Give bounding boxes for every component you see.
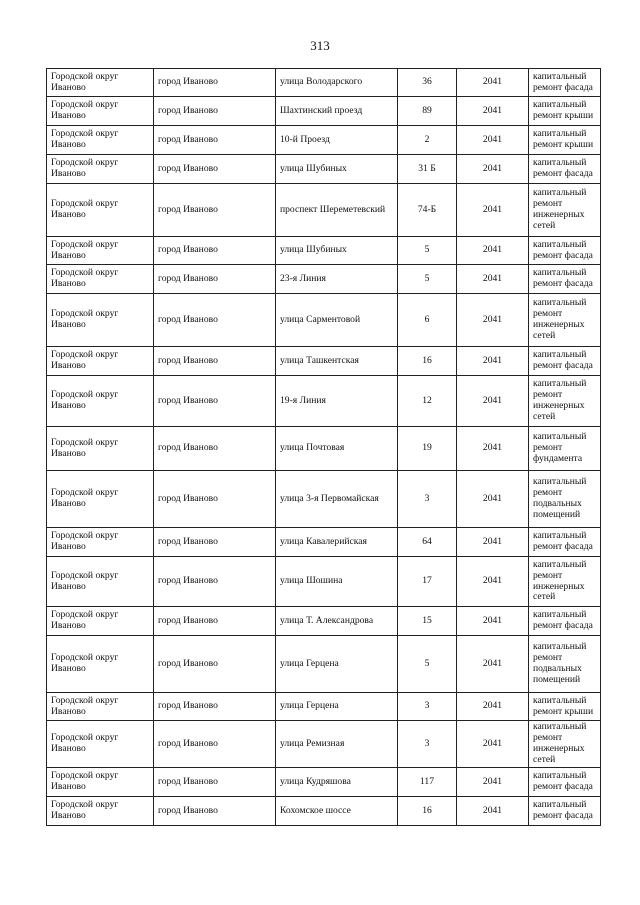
city-cell: город Иваново: [154, 528, 276, 557]
work-type-cell: капитальный ремонт крыши: [529, 693, 601, 721]
district-cell: Городской округ Иваново: [47, 237, 154, 265]
table-row: [47, 607, 601, 636]
house-number-cell: 16: [398, 797, 457, 826]
district-cell: Городской округ Иваново: [47, 797, 154, 826]
house-number-cell: 64: [398, 528, 457, 557]
work-type-cell: капитальный ремонт фасада: [529, 768, 601, 797]
year-cell: 2041: [457, 528, 529, 557]
page-number: 313: [310, 38, 330, 53]
table-row: [47, 557, 601, 607]
street-cell: 23-я Линия: [276, 265, 398, 294]
year-cell: 2041: [457, 693, 529, 721]
work-type-cell: капитальный ремонт фасада: [529, 347, 601, 376]
work-type-cell: капитальный ремонт фасада: [529, 797, 601, 826]
work-type-cell: капитальный ремонт фундамента: [529, 427, 601, 471]
city-cell: город Иваново: [154, 237, 276, 265]
district-cell: Городской округ Иваново: [47, 693, 154, 721]
city-cell: город Иваново: [154, 155, 276, 184]
district-cell: Городской округ Иваново: [47, 376, 154, 427]
district-cell: Городской округ Иваново: [47, 265, 154, 294]
street-cell: улица Володарского: [276, 69, 398, 97]
table-row: [47, 768, 601, 797]
year-cell: 2041: [457, 69, 529, 97]
house-number-cell: 117: [398, 768, 457, 797]
year-cell: 2041: [457, 376, 529, 427]
house-number-cell: 31 Б: [398, 155, 457, 184]
table-row: [47, 126, 601, 155]
city-cell: город Иваново: [154, 557, 276, 607]
street-cell: улица Сарментовой: [276, 294, 398, 347]
street-cell: улица Герцена: [276, 693, 398, 721]
year-cell: 2041: [457, 294, 529, 347]
table-row: [47, 693, 601, 721]
city-cell: город Иваново: [154, 797, 276, 826]
work-type-cell: капитальный ремонт фасада: [529, 237, 601, 265]
work-type-cell: капитальный ремонт инженерных сетей: [529, 294, 601, 347]
street-cell: улица Кавалерийская: [276, 528, 398, 557]
work-type-cell: капитальный ремонт подвальных помещений: [529, 471, 601, 528]
district-cell: Городской округ Иваново: [47, 69, 154, 97]
house-number-cell: 15: [398, 607, 457, 636]
district-cell: Городской округ Иваново: [47, 768, 154, 797]
house-number-cell: 3: [398, 471, 457, 528]
city-cell: город Иваново: [154, 294, 276, 347]
work-type-cell: капитальный ремонт фасада: [529, 607, 601, 636]
district-cell: Городской округ Иваново: [47, 347, 154, 376]
work-type-cell: капитальный ремонт инженерных сетей: [529, 557, 601, 607]
table-row: [47, 528, 601, 557]
city-cell: город Иваново: [154, 721, 276, 768]
street-cell: улица Герцена: [276, 636, 398, 693]
district-cell: Городской округ Иваново: [47, 557, 154, 607]
street-cell: Шахтинский проезд: [276, 97, 398, 126]
year-cell: 2041: [457, 237, 529, 265]
district-cell: Городской округ Иваново: [47, 427, 154, 471]
work-type-cell: капитальный ремонт фасада: [529, 265, 601, 294]
street-cell: улица Шубиных: [276, 237, 398, 265]
street-cell: 10-й Проезд: [276, 126, 398, 155]
city-cell: город Иваново: [154, 427, 276, 471]
street-cell: улица Шубиных: [276, 155, 398, 184]
street-cell: улица Ташкентская: [276, 347, 398, 376]
table-row: [47, 347, 601, 376]
house-number-cell: 5: [398, 265, 457, 294]
year-cell: 2041: [457, 607, 529, 636]
house-number-cell: 17: [398, 557, 457, 607]
house-number-cell: 3: [398, 693, 457, 721]
district-cell: Городской округ Иваново: [47, 294, 154, 347]
table-row: [47, 797, 601, 826]
table-row: [47, 265, 601, 294]
work-type-cell: капитальный ремонт фасада: [529, 69, 601, 97]
year-cell: 2041: [457, 721, 529, 768]
year-cell: 2041: [457, 126, 529, 155]
street-cell: улица Шошина: [276, 557, 398, 607]
year-cell: 2041: [457, 471, 529, 528]
street-cell: улица Почтовая: [276, 427, 398, 471]
city-cell: город Иваново: [154, 347, 276, 376]
register-table: [46, 68, 601, 826]
house-number-cell: 16: [398, 347, 457, 376]
district-cell: Городской округ Иваново: [47, 97, 154, 126]
district-cell: Городской округ Иваново: [47, 126, 154, 155]
work-type-cell: капитальный ремонт инженерных сетей: [529, 376, 601, 427]
street-cell: улица Ремизная: [276, 721, 398, 768]
table-row: [47, 237, 601, 265]
year-cell: 2041: [457, 636, 529, 693]
city-cell: город Иваново: [154, 768, 276, 797]
house-number-cell: 74-Б: [398, 184, 457, 237]
city-cell: город Иваново: [154, 97, 276, 126]
register-table-body: [47, 69, 601, 826]
work-type-cell: капитальный ремонт подвальных помещений: [529, 636, 601, 693]
table-row: [47, 636, 601, 693]
city-cell: город Иваново: [154, 69, 276, 97]
year-cell: 2041: [457, 97, 529, 126]
year-cell: 2041: [457, 768, 529, 797]
table-row: [47, 376, 601, 427]
street-cell: Кохомское шоссе: [276, 797, 398, 826]
city-cell: город Иваново: [154, 126, 276, 155]
work-type-cell: капитальный ремонт крыши: [529, 97, 601, 126]
house-number-cell: 6: [398, 294, 457, 347]
house-number-cell: 19: [398, 427, 457, 471]
table-row: [47, 427, 601, 471]
house-number-cell: 3: [398, 721, 457, 768]
district-cell: Городской округ Иваново: [47, 471, 154, 528]
house-number-cell: 5: [398, 237, 457, 265]
year-cell: 2041: [457, 265, 529, 294]
city-cell: город Иваново: [154, 471, 276, 528]
work-type-cell: капитальный ремонт фасада: [529, 528, 601, 557]
district-cell: Городской округ Иваново: [47, 155, 154, 184]
table-row: [47, 155, 601, 184]
street-cell: проспект Шереметевский: [276, 184, 398, 237]
city-cell: город Иваново: [154, 265, 276, 294]
year-cell: 2041: [457, 797, 529, 826]
street-cell: улица Т. Александрова: [276, 607, 398, 636]
table-row: [47, 69, 601, 97]
year-cell: 2041: [457, 347, 529, 376]
district-cell: Городской округ Иваново: [47, 721, 154, 768]
district-cell: Городской округ Иваново: [47, 184, 154, 237]
house-number-cell: 89: [398, 97, 457, 126]
city-cell: город Иваново: [154, 693, 276, 721]
work-type-cell: капитальный ремонт крыши: [529, 126, 601, 155]
street-cell: улица Кудряшова: [276, 768, 398, 797]
district-cell: Городской округ Иваново: [47, 607, 154, 636]
work-type-cell: капитальный ремонт инженерных сетей: [529, 184, 601, 237]
house-number-cell: 36: [398, 69, 457, 97]
year-cell: 2041: [457, 184, 529, 237]
house-number-cell: 12: [398, 376, 457, 427]
year-cell: 2041: [457, 557, 529, 607]
city-cell: город Иваново: [154, 607, 276, 636]
work-type-cell: капитальный ремонт инженерных сетей: [529, 721, 601, 768]
city-cell: город Иваново: [154, 184, 276, 237]
year-cell: 2041: [457, 155, 529, 184]
street-cell: улица 3-я Первомайская: [276, 471, 398, 528]
table-row: [47, 184, 601, 237]
work-type-cell: капитальный ремонт фасада: [529, 155, 601, 184]
table-row: [47, 294, 601, 347]
year-cell: 2041: [457, 427, 529, 471]
table-row: [47, 721, 601, 768]
house-number-cell: 5: [398, 636, 457, 693]
district-cell: Городской округ Иваново: [47, 636, 154, 693]
city-cell: город Иваново: [154, 636, 276, 693]
city-cell: город Иваново: [154, 376, 276, 427]
district-cell: Городской округ Иваново: [47, 528, 154, 557]
table-row: [47, 471, 601, 528]
street-cell: 19-я Линия: [276, 376, 398, 427]
house-number-cell: 2: [398, 126, 457, 155]
table-row: [47, 97, 601, 126]
